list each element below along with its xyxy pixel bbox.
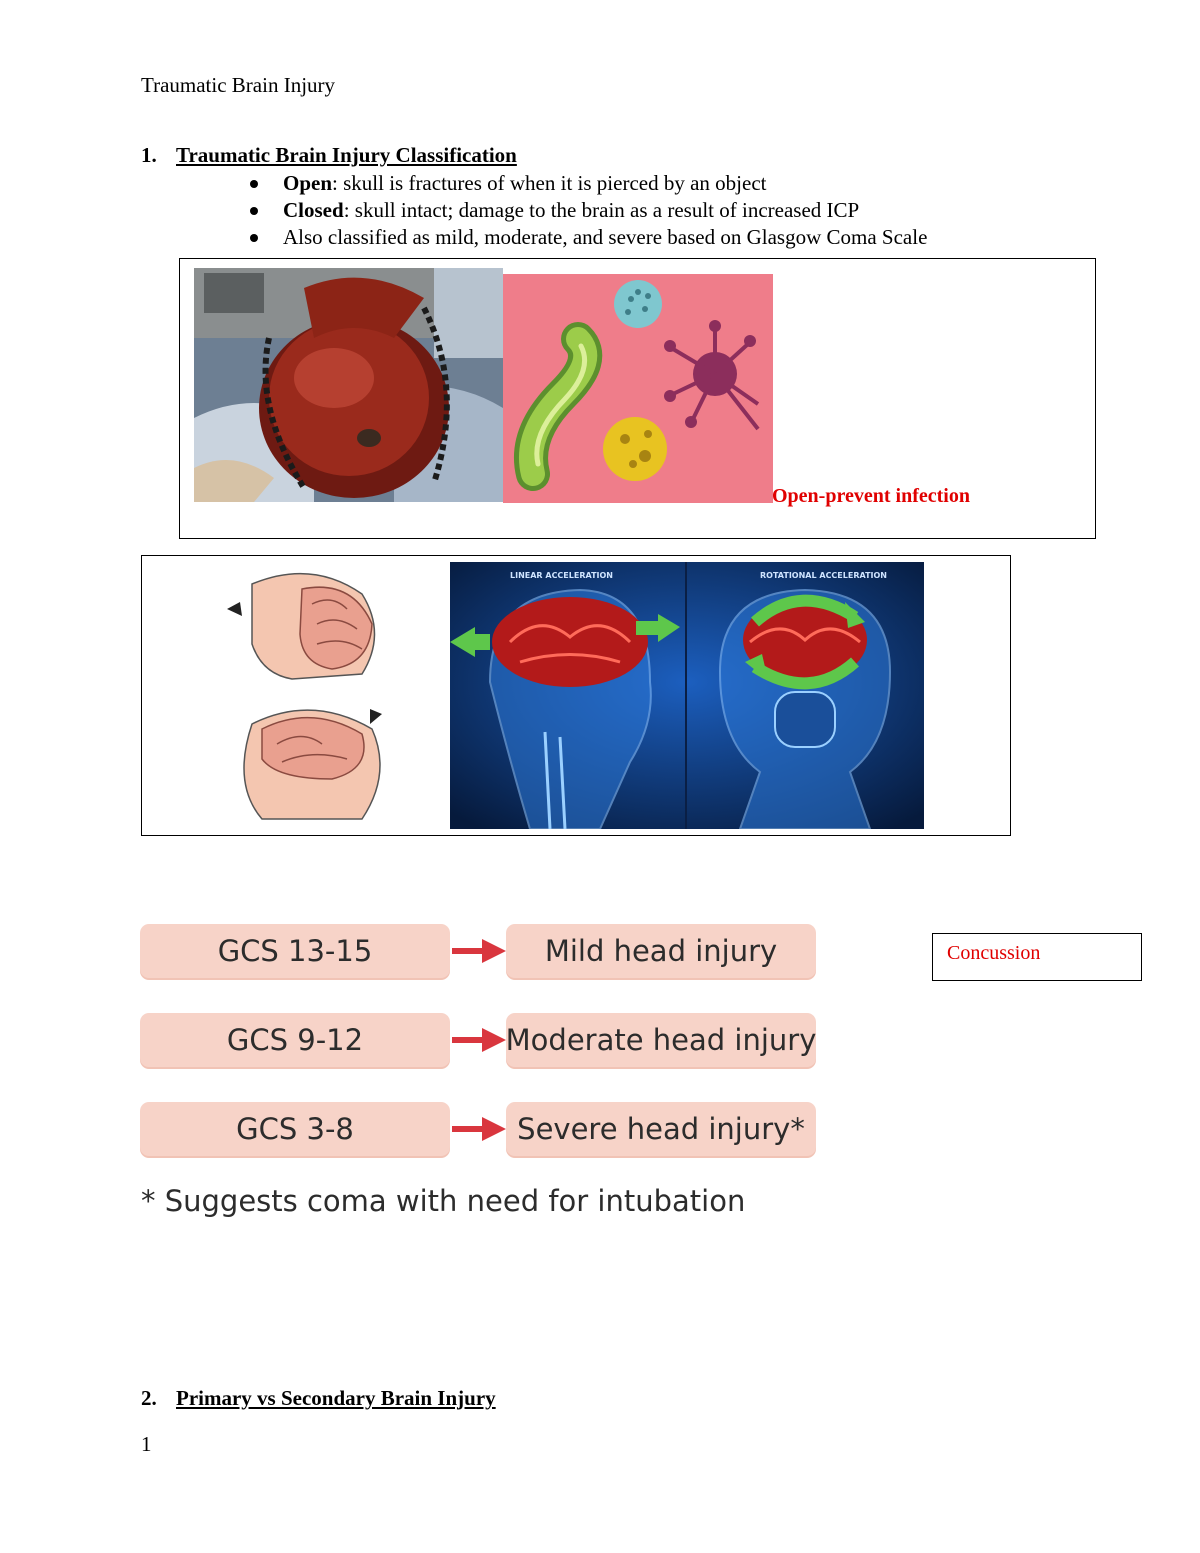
figure-open-injury-box xyxy=(179,258,1096,539)
open-injury-note: Open-prevent infection xyxy=(772,485,970,507)
rotational-acceleration-label: ROTATIONAL ACCELERATION xyxy=(760,571,887,580)
section-2-heading xyxy=(141,1386,741,1414)
bullet-term: Open xyxy=(283,171,333,195)
bullet-open xyxy=(250,170,927,197)
gcs-score-pill: GCS 3-8 xyxy=(140,1102,450,1156)
gcs-row-mild xyxy=(140,924,820,982)
gcs-score-pill: GCS 9-12 xyxy=(140,1013,450,1067)
section-2-title: Primary vs Secondary Brain Injury xyxy=(176,1386,496,1410)
page-number: 1 xyxy=(141,1432,152,1456)
injury-severity-pill: Mild head injury xyxy=(506,924,816,978)
section-1-title: Traumatic Brain Injury Classification xyxy=(176,143,517,167)
bullet-text: : skull is fractures of when it is pierced by an object xyxy=(332,171,767,195)
bullet-dot-icon xyxy=(250,207,258,215)
surgical-wound-photo xyxy=(194,268,503,502)
section-2-number: 2. xyxy=(141,1386,157,1410)
right-arrow-icon xyxy=(452,938,506,964)
bullet-term: Closed xyxy=(283,198,344,222)
right-arrow-icon xyxy=(452,1027,506,1053)
right-arrow-icon xyxy=(452,1116,506,1142)
section-1-heading xyxy=(141,143,741,171)
gcs-score-pill: GCS 13-15 xyxy=(140,924,450,978)
bullet-text: Also classified as mild, moderate, and severe based on Glasgow Coma Scale xyxy=(283,225,928,249)
germs-illustration xyxy=(503,274,773,503)
bullet-dot-icon xyxy=(250,234,258,242)
bullet-dot-icon xyxy=(250,180,258,188)
gcs-row-severe xyxy=(140,1102,820,1160)
gcs-row-moderate xyxy=(140,1013,820,1071)
injury-severity-pill: Severe head injury* xyxy=(506,1102,816,1156)
gcs-footnote: * Suggests coma with need for intubation xyxy=(141,1184,746,1218)
bullet-closed xyxy=(250,197,927,224)
bullet-text: : skull intact; damage to the brain as a result of increased ICP xyxy=(343,198,860,222)
linear-acceleration-label: LINEAR ACCELERATION xyxy=(510,571,613,580)
document-header: Traumatic Brain Injury xyxy=(141,73,336,97)
injury-severity-pill: Moderate head injury xyxy=(506,1013,816,1067)
coup-contrecoup-illustration xyxy=(222,564,392,829)
bullet-gcs xyxy=(250,224,927,251)
figure-acceleration-box xyxy=(141,555,1011,836)
classification-bullet-list xyxy=(250,170,927,251)
concussion-note-box: Concussion xyxy=(932,933,1142,981)
acceleration-brain-illustration xyxy=(450,562,924,829)
section-1-number: 1. xyxy=(141,143,157,167)
